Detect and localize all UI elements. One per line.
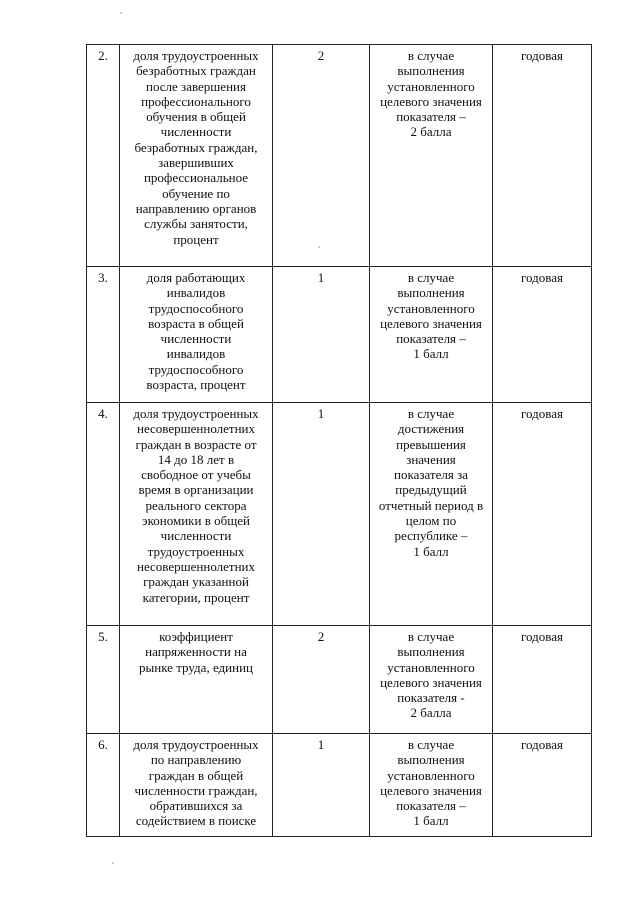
weight-cell: 2 <box>273 45 370 267</box>
condition-cell: в случае достижения превышения значения показателя за предыдущий отчетный период в целом по республике – 1 балл <box>370 403 493 626</box>
table-row <box>87 267 592 403</box>
scan-speck <box>120 12 122 14</box>
row-number: 6. <box>87 734 120 837</box>
weight-cell: 1 <box>273 734 370 837</box>
indicator-cell: доля трудоустроенных по направлению граждан в общей численности граждан, обратившихся за содействием в поиске <box>120 734 273 837</box>
criteria-table <box>86 44 592 837</box>
table-row <box>87 403 592 626</box>
row-number: 5. <box>87 626 120 734</box>
condition-cell: в случае выполнения установленного целевого значения показателя – 1 балл <box>370 267 493 403</box>
indicator-cell: доля трудоустроенных безработных граждан после завершения профессионального обучения в общей численности безработных граждан, завершивших профессиональное обучение по направлению органов службы занятости, процент <box>120 45 273 267</box>
table-row <box>87 734 592 837</box>
table-row <box>87 626 592 734</box>
row-number: 4. <box>87 403 120 626</box>
condition-cell: в случае выполнения установленного целевого значения показателя – 2 балла <box>370 45 493 267</box>
period-cell: годовая <box>493 403 592 626</box>
weight-cell: 2 <box>273 626 370 734</box>
scan-speck <box>112 862 114 864</box>
row-number: 2. <box>87 45 120 267</box>
table-row <box>87 45 592 267</box>
condition-cell: в случае выполнения установленного целевого значения показателя - 2 балла <box>370 626 493 734</box>
row-number: 3. <box>87 267 120 403</box>
weight-cell: 1 <box>273 403 370 626</box>
indicator-cell: доля трудоустроенных несовершеннолетних граждан в возрасте от 14 до 18 лет в свободное от учебы время в организации реального сектора экономики в общей численности трудоустроенных несовершеннолетних граждан указанной категории, процент <box>120 403 273 626</box>
condition-cell: в случае выполнения установленного целевого значения показателя – 1 балл <box>370 734 493 837</box>
period-cell: годовая <box>493 267 592 403</box>
period-cell: годовая <box>493 734 592 837</box>
weight-cell: 1 <box>273 267 370 403</box>
period-cell: годовая <box>493 45 592 267</box>
period-cell: годовая <box>493 626 592 734</box>
indicator-cell: доля работающих инвалидов трудоспособного возраста в общей численности инвалидов трудоспособного возраста, процент <box>120 267 273 403</box>
indicator-cell: коэффициент напряженности на рынке труда, единиц <box>120 626 273 734</box>
